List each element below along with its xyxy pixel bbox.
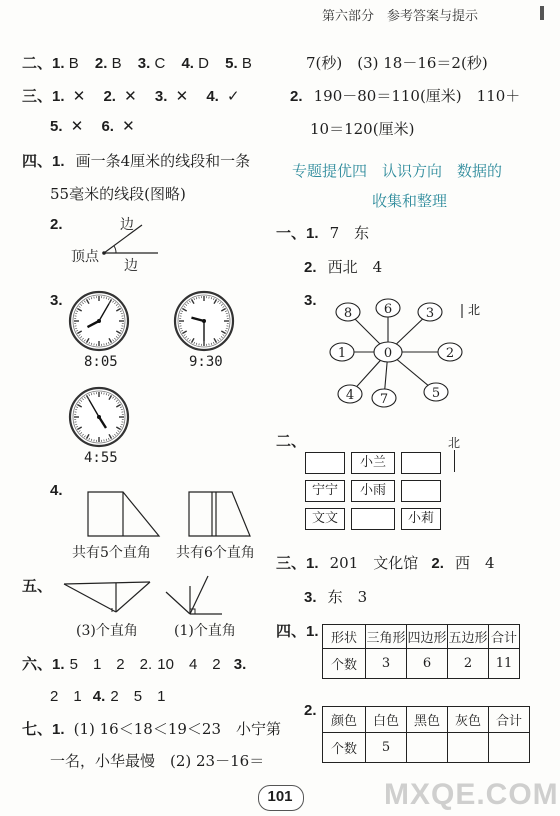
clock-3-label: 4:55 xyxy=(84,450,118,466)
grid-cell-2-2: 小莉 xyxy=(401,508,441,530)
t2-r4 xyxy=(489,733,530,763)
q3-n6: 6. xyxy=(101,118,114,135)
q2-a4: D xyxy=(198,55,209,72)
q6-row1 xyxy=(22,653,246,674)
r-q2-num: 二、 xyxy=(276,433,307,450)
t2-r1: 5 xyxy=(366,733,407,763)
r-q3-row2 xyxy=(304,586,367,607)
q7-row1 xyxy=(22,718,281,739)
right-cont2: 190－80＝110(厘米) 110＋ xyxy=(313,87,521,105)
q3-n3: 3. xyxy=(154,88,168,105)
q4-cap1: 共有5个直角 xyxy=(72,545,151,561)
clock-1-label: 8:05 xyxy=(84,354,118,370)
r-q4-label xyxy=(276,620,319,641)
north-arrow-2 xyxy=(454,450,455,472)
node-label-4: 4 xyxy=(345,388,355,403)
r-q1-n1: 1. xyxy=(306,225,319,242)
q4-n2: 2. xyxy=(50,216,63,233)
grid-cell-0-0 xyxy=(305,452,345,474)
q7-line1: (1) 16＜18＜19＜23 小宁第 xyxy=(73,720,281,738)
q3-a4: ✓ xyxy=(227,88,240,105)
r-q3-a2: 西 4 xyxy=(454,554,495,572)
clock-2 xyxy=(173,290,235,352)
q4-line2: 55毫米的线段(图略) xyxy=(50,185,186,203)
q7-n1: 1. xyxy=(52,721,65,738)
r-q3-num: 三、 xyxy=(276,555,307,572)
angle-label-bottom: 边 xyxy=(124,258,138,274)
q5-cap1: (3)个直角 xyxy=(76,623,138,639)
q5-cap2: (1)个直角 xyxy=(174,623,236,639)
node-label-1: 1 xyxy=(337,346,347,361)
q2-a2: B xyxy=(111,55,122,72)
q2-n4: 4. xyxy=(181,55,194,72)
node-label-7: 7 xyxy=(379,392,389,407)
grid-cell-2-1 xyxy=(351,508,395,530)
data-table-1 xyxy=(322,624,520,679)
r-q3-n2: 2. xyxy=(431,555,444,572)
q7-line2: 一名，小华最慢 (2) 23－16＝ xyxy=(50,752,265,770)
t2-h4: 合计 xyxy=(489,707,530,733)
q4-num: 四、 xyxy=(22,153,53,170)
r-q1-a1: 7 东 xyxy=(329,224,370,242)
r-q3-n3: 3. xyxy=(304,589,317,606)
grid-cell-2-0: 文文 xyxy=(305,508,345,530)
right-row2 xyxy=(290,85,520,106)
header-bar xyxy=(540,6,544,20)
q6-n1: 1. xyxy=(52,656,65,673)
q6-n3: 3. xyxy=(233,656,247,673)
right-cont3: 10＝120(厘米) xyxy=(310,120,415,138)
q3-a3: ✕ xyxy=(175,88,189,105)
r-q3-row1 xyxy=(276,552,495,573)
t2-h3: 灰色 xyxy=(448,707,489,733)
q2-n1: 1. xyxy=(52,55,65,72)
node-label-5: 5 xyxy=(431,386,441,401)
q6-row2b: 2 5 1 xyxy=(110,688,166,705)
t1-h3: 五边形 xyxy=(448,625,489,649)
q6-row1a: 5 1 2 2. xyxy=(69,656,153,673)
r-q3-a1: 201 文化馆 xyxy=(329,554,419,572)
q3-row1 xyxy=(22,85,240,106)
r-q3-n1: 1. xyxy=(306,555,319,572)
grid-cell-1-1: 小雨 xyxy=(351,480,395,502)
q3-n1: 1. xyxy=(52,88,65,105)
t1-r1: 3 xyxy=(366,649,407,679)
q7-num: 七、 xyxy=(22,721,53,738)
right-cont1: 7(秒) (3) 18－16＝2(秒) xyxy=(306,54,488,72)
q5-figure-2 xyxy=(160,572,230,618)
q2-n5: 5. xyxy=(225,55,238,72)
q3-row2 xyxy=(50,117,135,135)
t2-r3 xyxy=(448,733,489,763)
q4-line1: 画一条4厘米的线段和一条 xyxy=(75,152,251,170)
node-label-8: 8 xyxy=(343,306,353,321)
q3-n4: 4. xyxy=(206,88,219,105)
q6-row1b: 10 4 2 xyxy=(157,656,221,673)
q6-n4: 4. xyxy=(92,688,106,705)
r-q4-n1: 1. xyxy=(306,623,319,640)
grid-cell-1-2 xyxy=(401,480,441,502)
t1-r3: 2 xyxy=(448,649,489,679)
q2-a1: B xyxy=(68,55,79,72)
direction-diagram xyxy=(318,298,481,410)
q2-n3: 3. xyxy=(137,55,151,72)
t1-h1: 三角形 xyxy=(366,625,407,649)
node-label-0: 0 xyxy=(383,346,393,361)
t2-h0: 颜色 xyxy=(323,707,366,733)
q4-n3: 3. xyxy=(50,292,63,309)
q3-num: 三、 xyxy=(22,88,53,105)
node-label-3: 3 xyxy=(425,306,435,321)
t1-r0: 个数 xyxy=(323,649,366,679)
q2-n2: 2. xyxy=(94,55,108,72)
q5-num: 五、 xyxy=(22,578,53,595)
r-q1-row2 xyxy=(304,256,382,277)
section-title-1: 专题提优四 认识方向 数据的 xyxy=(292,162,503,180)
q3-a1: ✕ xyxy=(72,88,86,105)
q6-row2 xyxy=(50,685,165,706)
t2-h2: 黑色 xyxy=(407,707,448,733)
q2-row xyxy=(22,52,252,73)
north-label-2: 北 xyxy=(448,436,461,450)
grid-cell-0-1: 小兰 xyxy=(351,452,395,474)
q3-n2: 2. xyxy=(103,88,116,105)
north-label-1: 北 xyxy=(468,303,481,317)
q4-cap2: 共有6个直角 xyxy=(176,545,255,561)
q5-figure-1 xyxy=(60,578,160,618)
q2-a5: B xyxy=(241,55,252,72)
watermark-text: MXQE.COM xyxy=(384,778,559,811)
t2-h1: 白色 xyxy=(366,707,407,733)
q4-n1: 1. xyxy=(52,153,65,170)
r-q4-num: 四、 xyxy=(276,623,307,640)
clock-2-label: 9:30 xyxy=(189,354,223,370)
grid-cell-0-2 xyxy=(401,452,441,474)
clock-3 xyxy=(68,386,130,448)
shape-figure-1 xyxy=(85,490,165,538)
angle-label-vertex: 顶点 xyxy=(71,249,99,265)
q6-row2a: 2 1 xyxy=(50,688,82,705)
running-header: 第六部分 参考答案与提示 xyxy=(322,9,479,24)
t1-h4: 合计 xyxy=(489,625,520,649)
q4-n4: 4. xyxy=(50,482,63,499)
r-q1-a2: 西北 4 xyxy=(327,258,383,276)
node-label-2: 2 xyxy=(445,346,455,361)
t1-r2: 6 xyxy=(407,649,448,679)
r-q1-row1 xyxy=(276,222,369,243)
q2-num: 二、 xyxy=(22,55,53,72)
grid-cell-1-0: 宁宁 xyxy=(305,480,345,502)
r-q3-a3: 东 3 xyxy=(327,588,368,606)
node-label-6: 6 xyxy=(383,302,393,317)
q4-row1 xyxy=(22,150,250,171)
q3-a2: ✕ xyxy=(124,88,137,105)
r-q1-n2: 2. xyxy=(304,259,317,276)
clock-1 xyxy=(68,290,130,352)
shape-figure-2 xyxy=(186,490,256,538)
q3-n5: 5. xyxy=(50,118,63,135)
right-n2: 2. xyxy=(290,88,303,105)
r-q1-num: 一、 xyxy=(276,225,307,242)
t1-r4: 11 xyxy=(489,649,520,679)
q6-num: 六、 xyxy=(22,656,53,673)
t2-r2 xyxy=(407,733,448,763)
t1-h0: 形状 xyxy=(323,625,366,649)
data-table-2 xyxy=(322,706,530,763)
q3-a6: ✕ xyxy=(122,118,135,135)
q2-a3: C xyxy=(154,55,166,72)
r-q4-n2: 2. xyxy=(304,702,317,719)
t2-r0: 个数 xyxy=(323,733,366,763)
angle-label-top: 边 xyxy=(120,217,134,233)
q3-a5: ✕ xyxy=(70,118,84,135)
page-number: 101 xyxy=(267,788,293,805)
t1-h2: 四边形 xyxy=(407,625,448,649)
section-title-2: 收集和整理 xyxy=(372,192,448,210)
r-q1-n3: 3. xyxy=(304,292,317,309)
